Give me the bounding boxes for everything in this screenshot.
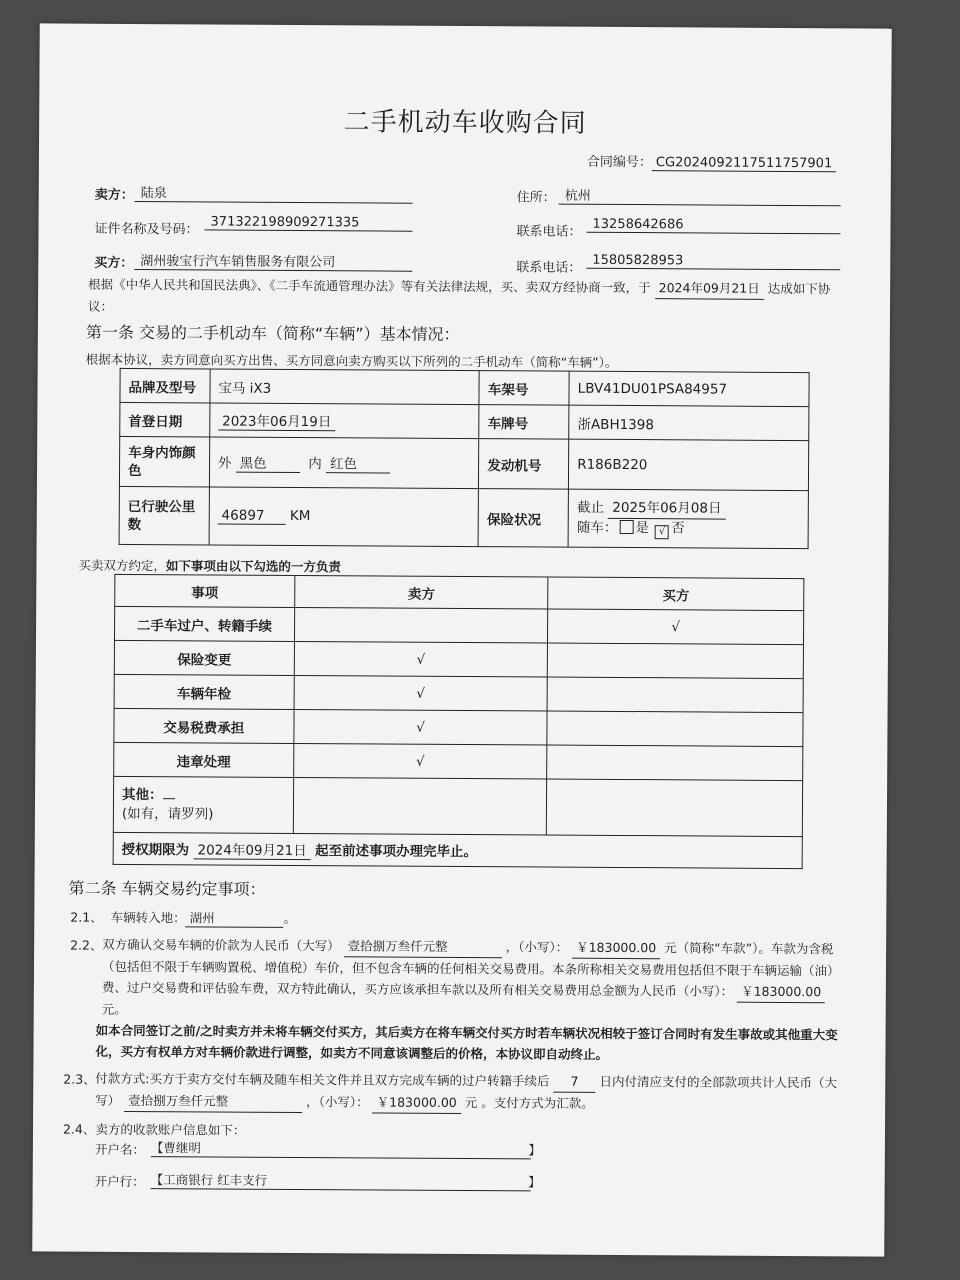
clause-2-1: 2.1、 车辆转入地： 湖州 。: [70, 909, 297, 926]
clause-2-2: [102, 934, 843, 1025]
matters-item: 保险变更: [114, 640, 294, 675]
with-car-label: 随车：: [576, 519, 618, 536]
matters-row: [114, 674, 803, 712]
contract-number-row: [587, 151, 836, 173]
plate-value: 浙ABH1398: [569, 405, 809, 440]
color-cell: [209, 437, 479, 489]
matters-buyer-check: [547, 677, 803, 713]
interior-prefix: 内: [308, 456, 322, 473]
clause-2-2-number: 2.2、: [70, 937, 103, 953]
clause-2-1-label: 车辆转入地：: [110, 909, 186, 926]
clause-2-1-number: 2.1、: [70, 909, 103, 925]
authorization-label: 授权期限为: [121, 841, 190, 859]
matters-seller-check: √: [294, 675, 548, 711]
payment-uppercase: 壹拾捌万叁仟元整: [124, 1090, 302, 1113]
vin-value: LBV41DU01PSA84957: [569, 371, 809, 406]
account-name-label: 开户名：: [94, 1141, 145, 1158]
matters-seller-check: √: [294, 709, 548, 745]
clause-2-4: [63, 1120, 246, 1139]
clause-2-3-b: 日内付清应支付的全部款项共计人民币（大写）: [95, 1073, 838, 1108]
price-lowercase: ￥183000.00: [572, 937, 660, 960]
account-name: 曹继明: [163, 1140, 201, 1156]
insurance-label: 保险状况: [478, 489, 568, 548]
other-note: (如有，请罗列): [121, 805, 214, 822]
reg-date-cell: [210, 403, 480, 439]
matters-buyer-check: √: [548, 609, 804, 645]
plate-label: 车牌号: [479, 405, 569, 440]
matters-item: 二手车过户、转籍手续: [114, 606, 294, 641]
matters-buyer-check: [548, 643, 804, 679]
contract-title: 二手机动车收购合同: [343, 107, 587, 139]
matters-buyer-check: [547, 745, 803, 781]
reg-date-value: 2023年06月19日: [218, 410, 335, 432]
matters-item: 违章处理: [114, 742, 294, 777]
clause-2-2-a: 双方确认交易车辆的价款为人民币（大写）: [102, 936, 340, 954]
clause-2-4-label: 卖方的收款账户信息如下：: [95, 1121, 246, 1138]
other-seller: [293, 777, 547, 835]
matters-row: [114, 742, 803, 780]
insurance-date: 2025年06月08日: [608, 498, 725, 519]
total-lowercase: ￥183000.00: [737, 981, 825, 1004]
clause-2-3-a: 付款方式:买方于卖方交付车辆及随车相关文件并且双方完成车辆的过户转籍手续后: [95, 1070, 550, 1089]
mileage-unit: KM: [289, 507, 311, 525]
matters-seller-check: [294, 607, 548, 643]
bank-field: [150, 1170, 541, 1191]
clause-2-2-d: 元。: [101, 1001, 127, 1017]
insurance-cell: [568, 489, 808, 548]
checkbox-no-checked[interactable]: √: [655, 525, 669, 539]
engine-value: R186B220: [569, 439, 809, 490]
clause-2-3-number: 2.3、: [63, 1071, 96, 1087]
clause-2-4-number: 2.4、: [62, 1121, 96, 1137]
matters-header-item: 事项: [115, 574, 295, 607]
matters-row: [114, 606, 803, 644]
contract-number-label: 合同编号：: [586, 154, 652, 171]
mileage-label: 已行驶公里数: [119, 486, 209, 545]
reg-date-label: 首登日期: [120, 402, 210, 437]
price-adjustment-clause: 如本合同签订之前/之时卖方并未将车辆交付买方，其后卖方在将车辆交付买方时若车辆状况相较于签订合同时有发生事故或其他重大变化，买方有权单方对车辆价款进行调整，如卖方不同意该调整后的价格，本协议即自动终止。: [95, 1022, 838, 1062]
clause-2-2-b: ，（小写）：: [505, 939, 569, 955]
clause-2-3-c: ，（小写）：: [306, 1094, 369, 1110]
id-label: 证件名称及号码：: [94, 221, 199, 238]
other-label: 其他：: [122, 786, 163, 803]
payment-lowercase: ￥183000.00: [373, 1091, 461, 1114]
authorization-tail: 起至前述事项办理完毕止。: [314, 843, 478, 861]
seller-name: 陆泉: [135, 182, 413, 204]
destination: 湖州: [186, 908, 284, 928]
authorization-row: [113, 832, 802, 868]
matters-header-seller: 卖方: [294, 575, 548, 609]
account-name-field: [150, 1138, 541, 1159]
vehicle-info-table: [119, 368, 810, 549]
authorization-date: 2024年09月21日: [193, 838, 310, 860]
matters-seller-check: √: [294, 641, 548, 677]
seller-address: 杭州: [559, 185, 841, 207]
bank-label: 开户行：: [94, 1173, 145, 1190]
matters-header-buyer: 买方: [548, 577, 804, 611]
bracket-right: 】: [528, 1174, 541, 1190]
price-uppercase: 壹拾捌万叁仟元整: [344, 935, 502, 958]
seller-label: 卖方：: [94, 187, 134, 203]
interior-color: 红色: [326, 452, 390, 473]
section-1-title: 第一条 交易的二手机动车（简称“车辆”）基本情况：: [85, 322, 460, 344]
section-2-title: 第二条 车辆交易约定事项：: [68, 878, 266, 899]
mileage-value: 46897: [218, 508, 286, 525]
exterior-color: 黑色: [236, 452, 300, 473]
brand-value: 宝马 iX3: [210, 369, 480, 405]
seller-id-number: 371322198909271335: [204, 214, 412, 231]
buyer-name: 湖州骏宝行汽车销售服务有限公司: [134, 250, 412, 272]
preamble-date: 2024年09月21日: [655, 277, 764, 300]
clause-2-3-d: 元 。支付方式为汇款。: [464, 1095, 594, 1111]
matters-table: [113, 574, 805, 869]
clause-2-3: [95, 1068, 843, 1117]
section-1-intro: 根据本协议，卖方同意向买方出售、买方同意向卖方购买以下所列的二手机动车（简称“车辆”）。: [85, 351, 618, 370]
other-buyer: [547, 779, 803, 837]
matters-item: 交易税费承担: [114, 708, 294, 743]
yes-label: 是: [635, 519, 649, 536]
preamble-text: 根据《中华人民共和国民法典》、《二手车流通管理办法》等有关法律法规，买、卖双方经协商一致，于: [88, 276, 651, 296]
engine-label: 发动机号: [479, 439, 569, 490]
agreement-intro-a: 买卖双方约定，: [78, 557, 167, 574]
mileage-cell: [209, 487, 479, 547]
matters-item: 车辆年检: [114, 674, 294, 709]
vin-label: 车架号: [479, 371, 569, 406]
contract-paper: [32, 23, 891, 1256]
matters-row: [114, 640, 803, 678]
address-label: 住所：: [516, 190, 556, 206]
bracket-left: 【: [150, 1172, 164, 1188]
agreement-intro: [78, 556, 341, 576]
exterior-prefix: 外: [217, 455, 232, 472]
matters-seller-check: √: [293, 743, 547, 779]
seller-phone-label: 联系电话：: [516, 224, 582, 240]
color-label: 车身内饰颜色: [119, 436, 209, 487]
no-label: 否: [671, 519, 685, 536]
insurance-prefix: 截止: [576, 499, 605, 516]
bracket-right: 】: [528, 1142, 541, 1158]
matters-row: [114, 708, 803, 746]
other-blank: [163, 798, 175, 799]
checkbox-yes[interactable]: [619, 519, 633, 533]
brand-label: 品牌及型号: [120, 368, 210, 403]
clause-2-2-c: 元（简称“车款”）。车款为含税（包括但不限于车辆购置税、增值税）车价，但不包含车辆的任何相关交易费用。本条所称相关交易费用包括但不限于车辆运输（油）费、过户交易费和评估验车费，双方特此确认，买方应该承担车款以及所有相关交易费用总金额为人民币（小写）：: [101, 940, 840, 999]
preamble-tail: 达成如下协议：: [87, 280, 831, 314]
matters-buyer-check: [547, 711, 803, 747]
buyer-label: 买方：: [94, 255, 134, 271]
contract-number: CG2024092117511757901: [652, 155, 836, 172]
preamble: [88, 274, 848, 322]
bank-name: 工商银行 红丰支行: [163, 1172, 268, 1188]
agreement-intro-b: 如下事项由以下勾选的一方负责: [165, 558, 342, 575]
bracket-left: 【: [150, 1140, 164, 1156]
buyer-phone: 15805828953: [586, 253, 840, 271]
matters-other-row: [113, 776, 802, 836]
other-cell: [113, 776, 293, 833]
buyer-phone-label: 联系电话：: [516, 260, 582, 276]
payment-days: 7: [553, 1071, 595, 1093]
seller-phone: 13258642686: [586, 217, 840, 235]
